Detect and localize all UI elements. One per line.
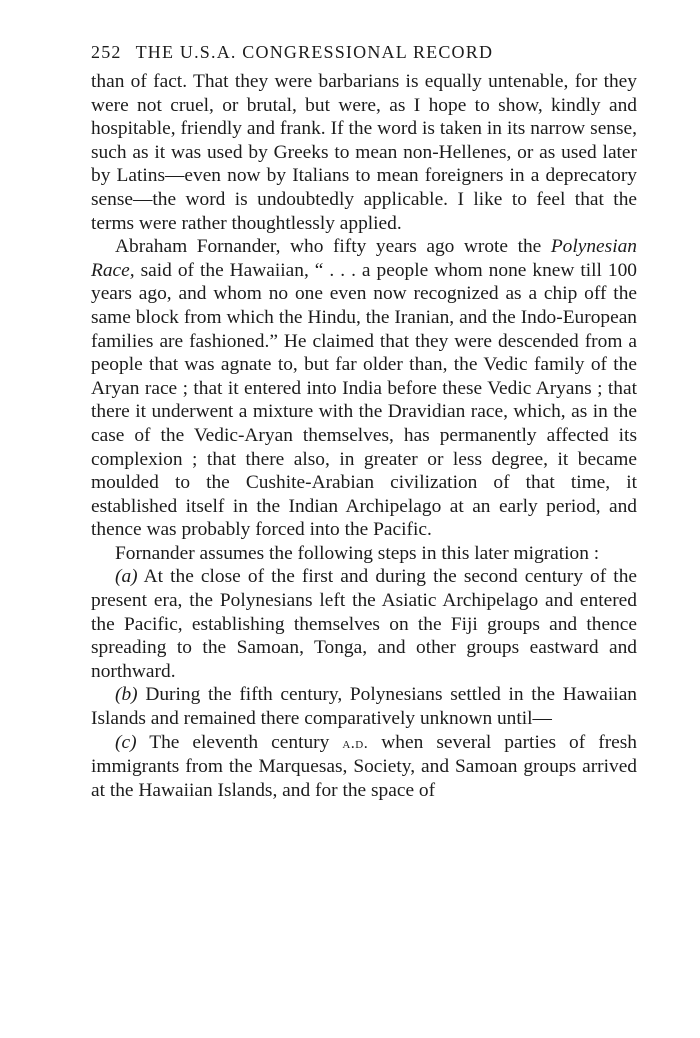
page-number: 252 — [91, 42, 122, 62]
book-title-italic: Polynesian Race, — [91, 236, 637, 281]
paragraph-text: than of fact. That they were barbarians is equally untenable, for they were not cruel, or brutal, but were, as I hope to show, kindly and hospitable, friendly and frank. If the word is taken in its narrow sense, such as it was used by Greeks to mean non-Hellenes, or as used later by Latins—even now by Italians to mean foreigners in a deprecatory sense—the word is undoubtedly applicable. I like to feel that the terms were rather thoughtlessly applied. — [91, 71, 637, 234]
paragraph-continuation — [91, 70, 637, 235]
list-label: (a) — [115, 566, 138, 588]
list-item-c — [91, 731, 637, 803]
running-title: THE U.S.A. CONGRESSIONAL RECORD — [135, 42, 494, 62]
list-item-text: At the close of the first and during the second century of the present era, the Polynesians left the Asiatic Archipelago and entered the Pacific, establishing themselves on the Fiji groups and thence spreading to the Samoan, Tonga, and other groups eastward and northward. — [91, 566, 637, 682]
list-item-text-pre: The eleventh century — [136, 731, 343, 753]
body-text — [91, 70, 637, 802]
paragraph-migration-intro — [91, 542, 637, 566]
list-label: (c) — [115, 731, 137, 753]
paragraph-fornander-quote — [91, 235, 637, 542]
list-item-text: During the fifth century, Polynesians settled in the Hawaiian Islands and remained there comparatively unknown until— — [91, 684, 637, 730]
list-item-a — [91, 565, 637, 683]
paragraph-text: Fornander assumes the following steps in this later migration : — [115, 542, 600, 564]
list-item-text-post: when several parties of fresh immigrants from the Marquesas, Society, and Samoan groups arrived at the Hawaiian Islands, and for the space of — [91, 731, 638, 801]
paragraph-text-pre: Abraham Fornander, who fifty years ago wrote the — [115, 236, 551, 258]
running-head — [91, 34, 637, 70]
list-item-b — [91, 683, 637, 730]
list-label: (b) — [115, 684, 138, 706]
era-abbreviation: a.d. — [342, 734, 369, 752]
paragraph-text-post: said of the Hawaiian, “ . . . a people whom none knew till 100 years ago, and whom no one even now recognized as a chip off the same block from which the Hindu, the Iranian, and the Indo-European families are fashioned.” He claimed that they were descended from a people that was agnate to, but far older than, the Vedic family of the Aryan race ; that it entered into India before these Vedic Aryans ; that there it underwent a mixture with the Dravidian race, which, as in the case of the Vedic-Aryan themselves, has permanently affected its complexion ; that there also, in greater or less degree, it became moulded to the Cushite-Arabian civilization of that time, it established itself in the Indian Archipelago at an early period, and thence was probably forced into the Pacific. — [91, 259, 637, 541]
book-page — [91, 34, 637, 802]
